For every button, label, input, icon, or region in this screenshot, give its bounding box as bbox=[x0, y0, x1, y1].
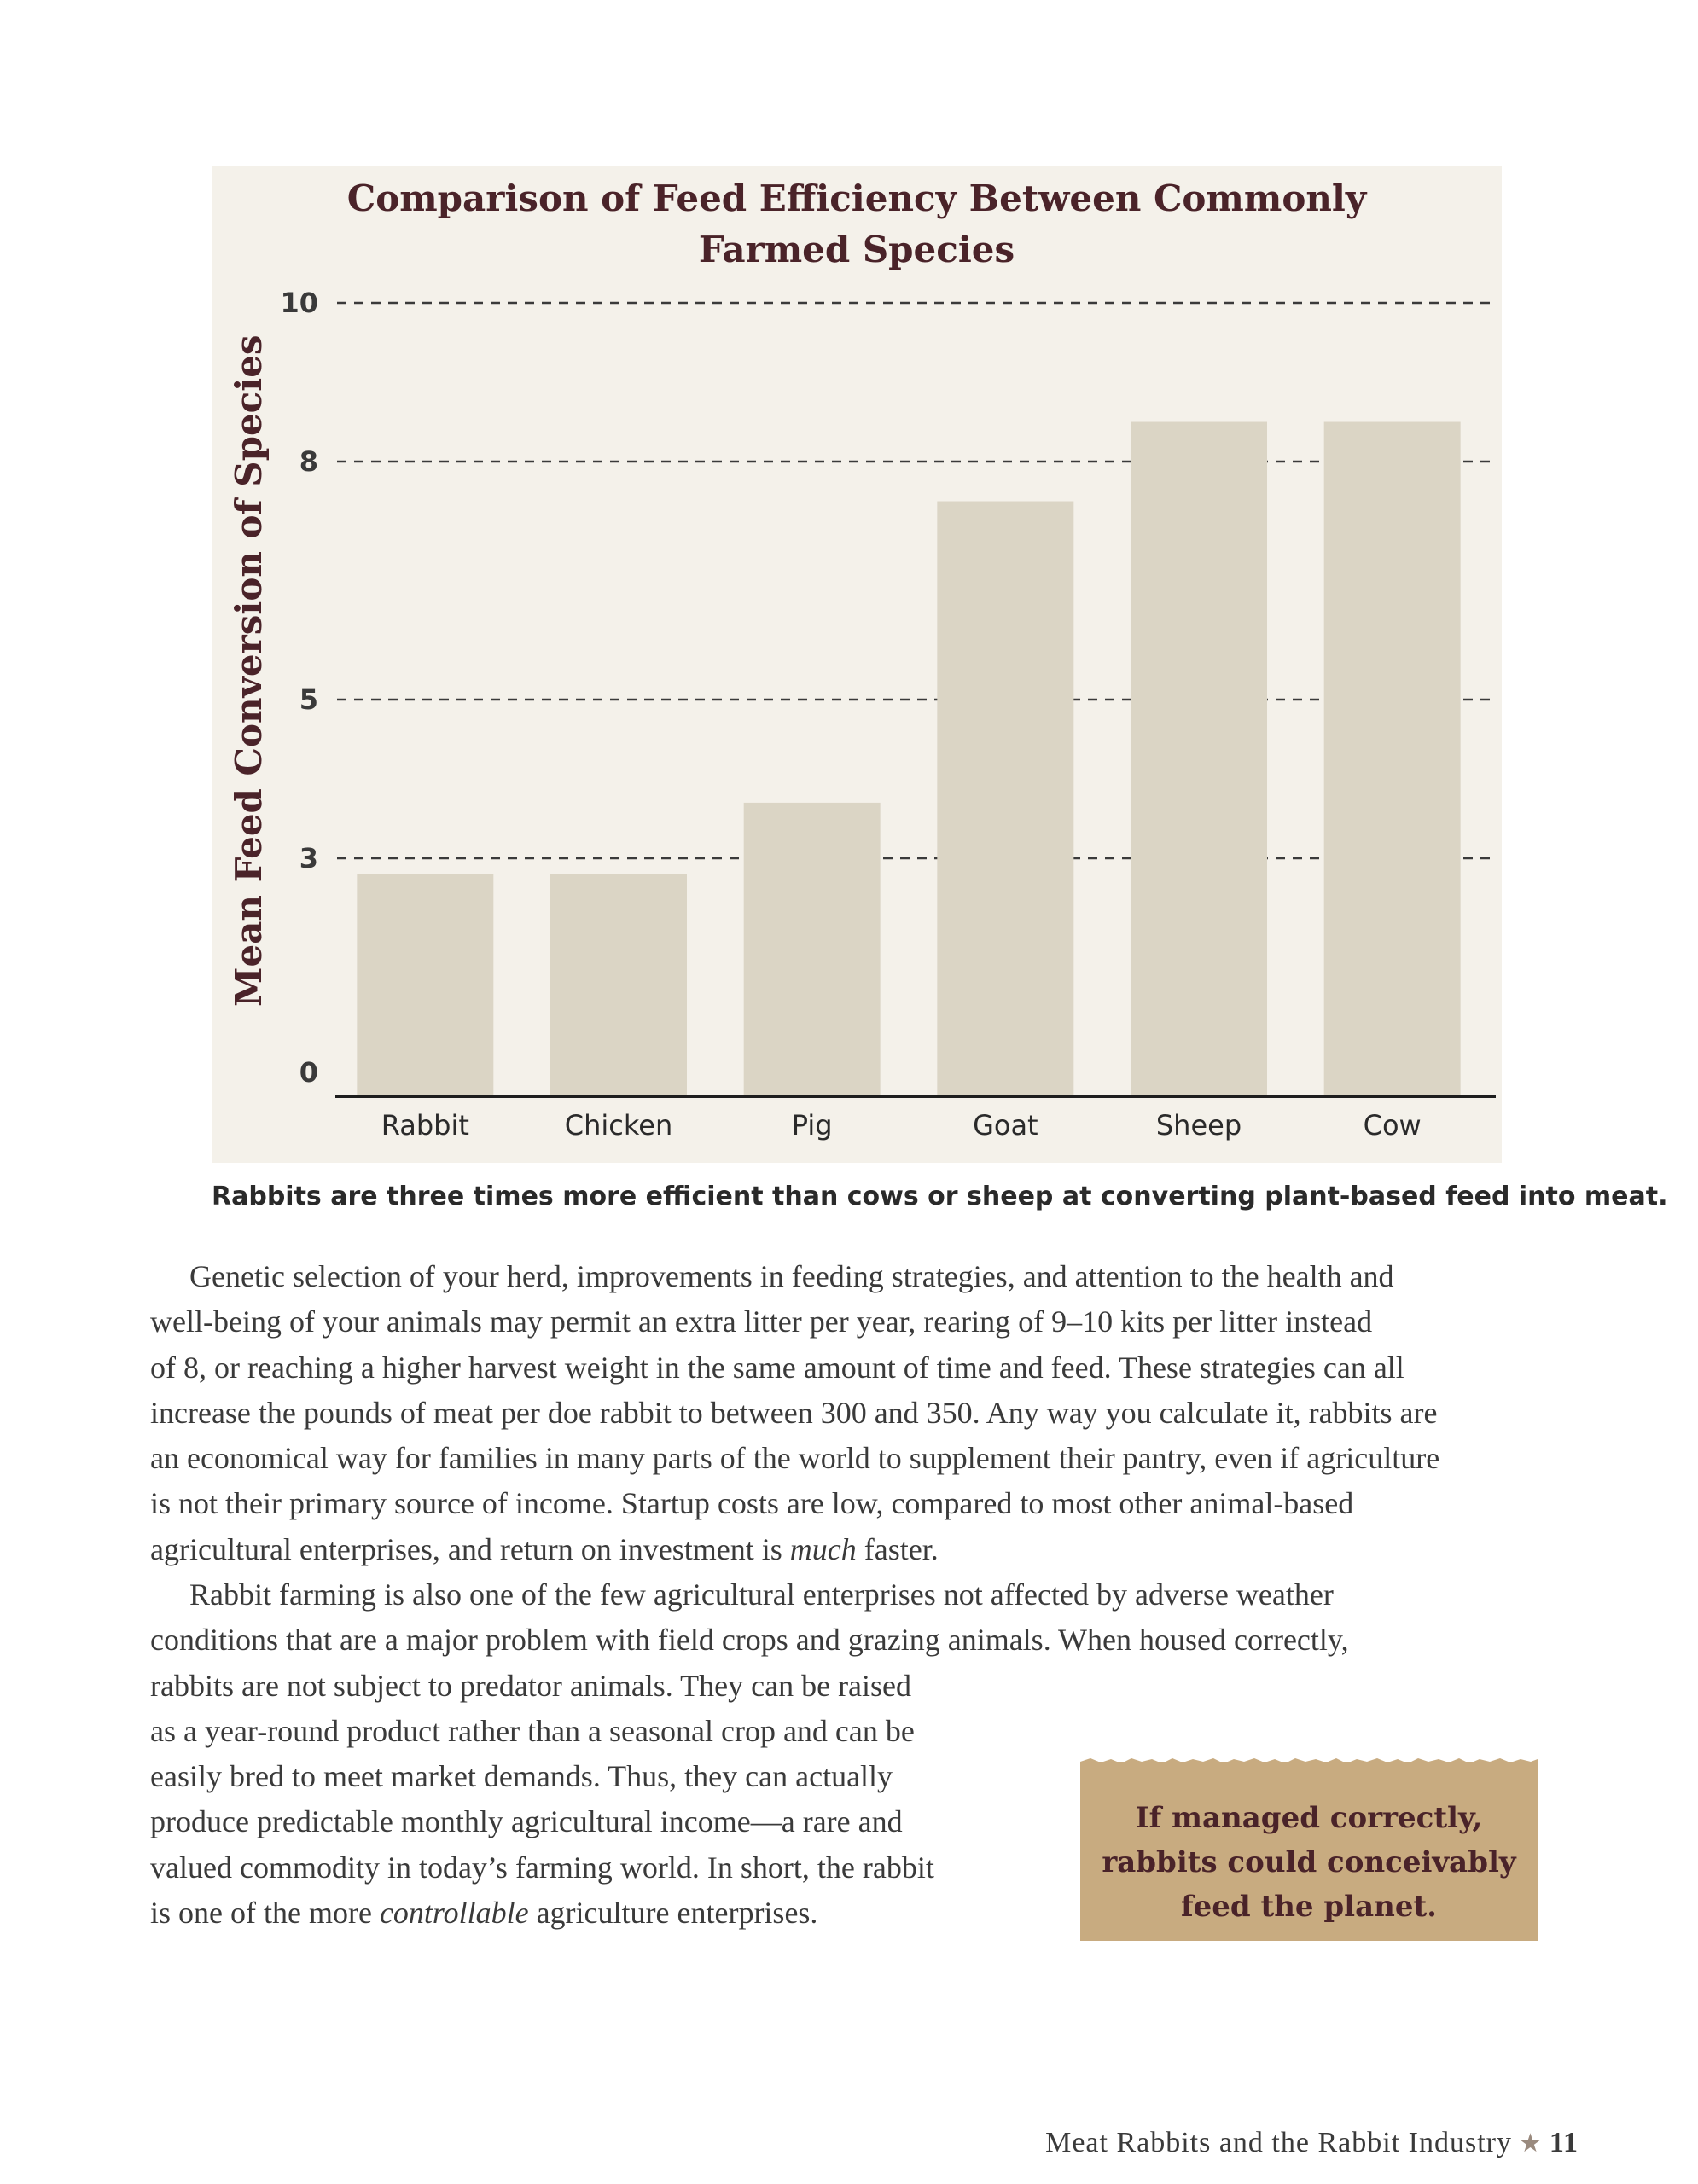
x-tick-label: Pig bbox=[791, 1109, 833, 1141]
bar-pig bbox=[744, 803, 881, 1096]
x-tick-label: Cow bbox=[1363, 1109, 1422, 1141]
y-tick-label: 5 bbox=[299, 683, 318, 716]
x-tick-label: Goat bbox=[973, 1109, 1038, 1141]
text-line: of 8, or reaching a higher harvest weight in the same amount of time and feed. These strategies can all bbox=[150, 1350, 1404, 1385]
chart-title-line-2: Farmed Species bbox=[698, 229, 1015, 270]
text-run: agriculture enterprises. bbox=[528, 1896, 818, 1931]
text-line: as a year-round product rather than a seasonal crop and can be bbox=[150, 1713, 915, 1748]
x-tick-label: Chicken bbox=[564, 1109, 673, 1141]
chart-caption: Rabbits are three times more efficient than cows or sheep at converting plant-based feed into meat. bbox=[212, 1182, 1668, 1211]
y-tick-label: 3 bbox=[299, 842, 318, 874]
page-footer bbox=[1045, 2127, 1579, 2159]
bar-chicken bbox=[550, 874, 687, 1096]
page-number: 11 bbox=[1549, 2127, 1579, 2158]
text-line: produce predictable monthly agricultural income—a rare and bbox=[150, 1804, 903, 1839]
text-line: an economical way for families in many parts of the world to supplement their pantry, even if agriculture bbox=[150, 1441, 1440, 1476]
star-icon: ★ bbox=[1518, 2129, 1543, 2158]
text-line: Rabbit farming is also one of the few agricultural enterprises not affected by adverse weather bbox=[189, 1577, 1334, 1612]
torn-edge bbox=[1080, 1755, 1538, 1767]
x-tick-label: Sheep bbox=[1155, 1109, 1242, 1141]
emphasis: controllable bbox=[379, 1896, 529, 1931]
callout-line: feed the planet. bbox=[1180, 1890, 1437, 1924]
bar-chart bbox=[212, 166, 1502, 1163]
x-tick-label: Rabbit bbox=[381, 1109, 469, 1141]
bar-rabbit bbox=[357, 874, 493, 1096]
bar-sheep bbox=[1131, 422, 1267, 1097]
body-paragraph-1 bbox=[150, 1254, 1439, 1572]
text-line: conditions that are a major problem with field crops and grazing animals. When housed correctly, bbox=[150, 1623, 1349, 1658]
bar-cow bbox=[1324, 422, 1461, 1097]
callout-text bbox=[1080, 1796, 1538, 1929]
text-line: increase the pounds of meat per doe rabbit to between 300 and 350. Any way you calculate it, rabbits are bbox=[150, 1395, 1438, 1430]
pull-quote-callout bbox=[1080, 1762, 1538, 1941]
bar-goat bbox=[937, 502, 1073, 1097]
y-tick-label: 10 bbox=[280, 287, 318, 319]
emphasis: much bbox=[789, 1531, 857, 1566]
text-run: faster. bbox=[856, 1531, 939, 1566]
text-run: agricultural enterprises, and return on investment is bbox=[150, 1531, 790, 1566]
callout-line: rabbits could conceivably bbox=[1102, 1845, 1516, 1879]
y-tick-label: 0 bbox=[299, 1056, 318, 1089]
text-line: easily bred to meet market demands. Thus, they can actually bbox=[150, 1759, 893, 1794]
chart-title-line-1: Comparison of Feed Efficiency Between Commonly bbox=[346, 177, 1367, 219]
text-line: is not their primary source of income. Startup costs are low, compared to most other animal-based bbox=[150, 1486, 1354, 1521]
chart-panel bbox=[212, 166, 1502, 1163]
callout-line: If managed correctly, bbox=[1135, 1801, 1483, 1835]
text-line: rabbits are not subject to predator animals. They can be raised bbox=[150, 1668, 912, 1703]
running-title: Meat Rabbits and the Rabbit Industry bbox=[1045, 2127, 1512, 2158]
text-run: is one of the more bbox=[150, 1896, 380, 1931]
y-tick-label: 8 bbox=[299, 445, 318, 478]
text-line bbox=[150, 1527, 1439, 1572]
text-line: Genetic selection of your herd, improvements in feeding strategies, and attention to the health and bbox=[189, 1259, 1394, 1293]
text-line: valued commodity in today’s farming world. In short, the rabbit bbox=[150, 1850, 934, 1885]
y-axis-label: Mean Feed Conversion of Species bbox=[228, 334, 270, 1007]
text-line: well-being of your animals may permit an extra litter per year, rearing of 9–10 kits per litter instead bbox=[150, 1304, 1373, 1339]
